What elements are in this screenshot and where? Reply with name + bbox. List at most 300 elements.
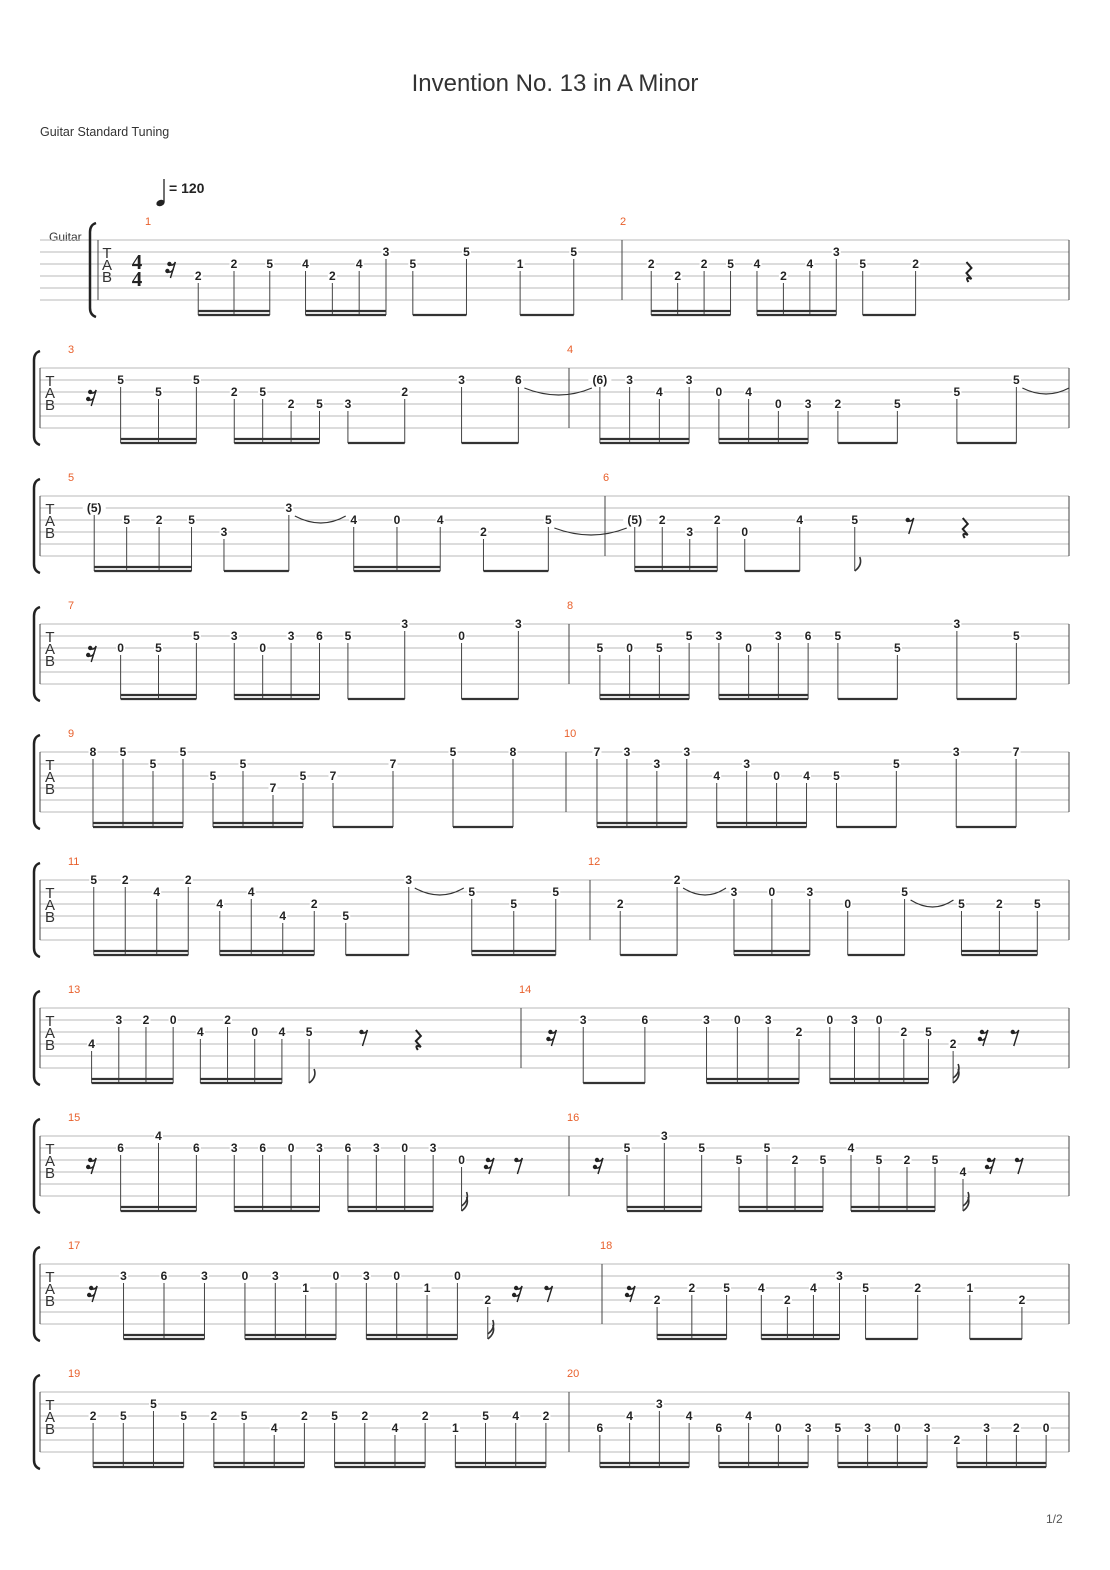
fret-number: 4 xyxy=(436,513,444,527)
fret-number: 5 xyxy=(834,1421,842,1435)
fret-number: 5 xyxy=(925,1025,932,1039)
fret-number: 4 xyxy=(745,1409,752,1423)
tab-clef-letter: B xyxy=(44,1421,56,1438)
tab-system xyxy=(34,1368,1069,1469)
measure-number: 8 xyxy=(567,600,574,612)
fret-number: 3 xyxy=(287,629,295,643)
fret-number: 5 xyxy=(953,385,961,399)
quarter-rest xyxy=(966,262,971,282)
fret-number: 6 xyxy=(596,1421,604,1435)
tab-system xyxy=(34,856,1069,957)
tab-clef-letter: B xyxy=(44,397,56,414)
tempo-value: = 120 xyxy=(169,180,205,196)
fret-number: 5 xyxy=(763,1141,771,1155)
fret-number: 4 xyxy=(216,897,224,911)
fret-number: 5 xyxy=(482,1409,489,1423)
tab-clef-letter: B xyxy=(44,1165,56,1182)
fret-number: 2 xyxy=(142,1013,150,1027)
fret-number: 2 xyxy=(700,257,708,271)
tab-clef-letter: T xyxy=(45,885,55,902)
fret-number: 5 xyxy=(180,1409,187,1423)
fret-number: 0 xyxy=(458,1153,465,1167)
fret-number: (5) xyxy=(86,501,102,515)
fret-number: 6 xyxy=(715,1421,723,1435)
measure-number: 9 xyxy=(68,728,75,740)
measure-number: 10 xyxy=(564,728,577,740)
fret-number: 5 xyxy=(819,1153,827,1167)
fret-number: 4 xyxy=(278,1025,286,1039)
fret-number: 5 xyxy=(188,513,195,527)
tab-clef-letter: B xyxy=(44,1293,56,1310)
fret-number: 6 xyxy=(160,1269,168,1283)
fret-number: 2 xyxy=(210,1409,218,1423)
time-signature-top: 4 xyxy=(131,250,143,274)
fret-number: 2 xyxy=(401,385,409,399)
fret-number: 5 xyxy=(859,257,867,271)
fret-number: 5 xyxy=(1033,897,1041,911)
fret-number: 3 xyxy=(804,397,812,411)
fret-number: 2 xyxy=(953,1433,961,1447)
fret-number: 4 xyxy=(153,885,161,899)
fret-number: 2 xyxy=(674,269,681,283)
fret-number: 5 xyxy=(851,513,859,527)
tab-clef-letter: B xyxy=(44,525,56,542)
fret-number: 5 xyxy=(570,245,578,259)
fret-number: 5 xyxy=(894,641,901,655)
fret-number: 2 xyxy=(903,1153,911,1167)
tab-system xyxy=(34,600,1069,701)
fret-number: 5 xyxy=(931,1153,939,1167)
fret-number: 5 xyxy=(179,745,187,759)
measure-number: 5 xyxy=(68,472,75,484)
fret-number: 3 xyxy=(201,1269,208,1283)
fret-number: 2 xyxy=(900,1025,908,1039)
fret-number: 5 xyxy=(149,757,157,771)
fret-number: 0 xyxy=(458,629,465,643)
fret-number: 5 xyxy=(117,373,124,387)
fret-number: 4 xyxy=(810,1281,817,1295)
fret-number: 8 xyxy=(509,745,517,759)
measure-number: 3 xyxy=(68,344,75,356)
measure-number: 20 xyxy=(567,1368,580,1380)
fret-number: 5 xyxy=(1013,629,1020,643)
fret-number: 3 xyxy=(660,1129,668,1143)
fret-number: 2 xyxy=(780,269,787,283)
tie-arc xyxy=(1022,388,1069,394)
fret-number: 5 xyxy=(266,257,274,271)
fret-number: 2 xyxy=(1018,1293,1026,1307)
fret-number: 5 xyxy=(958,897,965,911)
fret-number: 2 xyxy=(784,1293,791,1307)
fret-number: 3 xyxy=(579,1013,587,1027)
fret-number: 0 xyxy=(251,1025,259,1039)
measure-number: 1 xyxy=(145,216,152,228)
fret-number: 3 xyxy=(775,629,782,643)
fret-number: 3 xyxy=(832,245,840,259)
fret-number: 2 xyxy=(949,1037,957,1051)
fret-number: 3 xyxy=(804,1421,812,1435)
fret-number: 3 xyxy=(405,873,413,887)
fret-number: 6 xyxy=(515,373,522,387)
fret-number: 6 xyxy=(193,1141,200,1155)
fret-number: 4 xyxy=(270,1421,278,1435)
fret-number: 4 xyxy=(685,1409,693,1423)
fret-number: 2 xyxy=(658,513,666,527)
fret-number: 1 xyxy=(452,1421,459,1435)
fret-number: 7 xyxy=(269,781,277,795)
tab-clef-letter: A xyxy=(44,1153,56,1170)
fret-number: 0 xyxy=(715,385,723,399)
fret-number: 5 xyxy=(299,769,307,783)
system-bracket xyxy=(34,1375,40,1469)
measure-number: 16 xyxy=(567,1112,580,1124)
fret-number: 5 xyxy=(656,641,663,655)
fret-number: 2 xyxy=(121,873,129,887)
measure-number: 18 xyxy=(600,1240,613,1252)
song-title: Invention No. 13 in A Minor xyxy=(411,70,699,97)
fret-number: 0 xyxy=(287,1141,295,1155)
fret-number: 0 xyxy=(117,641,124,655)
fret-number: 4 xyxy=(197,1025,204,1039)
fret-number: (6) xyxy=(592,373,608,387)
system-bracket xyxy=(34,735,40,829)
tab-system xyxy=(34,472,1069,573)
fret-number: 0 xyxy=(894,1421,901,1435)
fret-number: 2 xyxy=(653,1293,661,1307)
fret-number: 5 xyxy=(901,885,908,899)
tab-clef-letter: A xyxy=(44,513,56,530)
fret-number: 1 xyxy=(302,1281,309,1295)
fret-number: 2 xyxy=(616,897,624,911)
fret-number: 7 xyxy=(593,745,601,759)
fret-number: 5 xyxy=(119,1409,127,1423)
fret-number: 4 xyxy=(753,257,761,271)
fret-number: 5 xyxy=(623,1141,631,1155)
fret-number: 5 xyxy=(344,629,352,643)
fret-number: 4 xyxy=(656,385,663,399)
fret-number: 5 xyxy=(193,373,200,387)
fret-number: 5 xyxy=(1013,373,1020,387)
fret-number: 5 xyxy=(119,745,127,759)
system-bracket xyxy=(34,1247,40,1341)
tab-clef-letter: A xyxy=(44,769,56,786)
fret-number: 1 xyxy=(423,1281,431,1295)
fret-number: 0 xyxy=(844,897,852,911)
fret-number: 3 xyxy=(429,1141,437,1155)
fret-number: 3 xyxy=(851,1013,858,1027)
system-bracket xyxy=(34,479,40,573)
fret-number: 3 xyxy=(730,885,738,899)
tab-clef-letter: T xyxy=(45,629,55,646)
tab-system xyxy=(34,1240,1069,1341)
fret-number: 5 xyxy=(727,257,734,271)
fret-number: 3 xyxy=(120,1269,127,1283)
fret-number: 1 xyxy=(966,1281,974,1295)
fret-number: 2 xyxy=(89,1409,97,1423)
fret-number: 0 xyxy=(775,397,782,411)
fret-number: 0 xyxy=(826,1013,834,1027)
fret-number: 5 xyxy=(735,1153,743,1167)
quarter-rest xyxy=(416,1030,421,1050)
fret-number: 5 xyxy=(894,397,901,411)
fret-number: 5 xyxy=(331,1409,338,1423)
fret-number: 2 xyxy=(155,513,163,527)
fret-number: 4 xyxy=(626,1409,633,1423)
page-indicator: 1/2 xyxy=(1046,1512,1063,1526)
system-bracket xyxy=(34,607,40,701)
fret-number: 3 xyxy=(382,245,390,259)
tab-clef-letter: T xyxy=(45,501,55,518)
fret-number: 3 xyxy=(372,1141,380,1155)
fret-number: 5 xyxy=(449,745,457,759)
fret-number: 3 xyxy=(458,373,465,387)
fret-number: 5 xyxy=(510,897,518,911)
measure-number: 13 xyxy=(68,984,81,996)
fret-number: 4 xyxy=(279,909,287,923)
fret-number: 3 xyxy=(515,617,522,631)
fret-number: 0 xyxy=(332,1269,340,1283)
fret-number: 0 xyxy=(259,641,267,655)
fret-number: 2 xyxy=(301,1409,308,1423)
fret-number: 2 xyxy=(361,1409,369,1423)
fret-number: 3 xyxy=(656,1397,663,1411)
fret-number: 7 xyxy=(389,757,397,771)
fret-number: 2 xyxy=(184,873,192,887)
fret-number: 4 xyxy=(247,885,255,899)
fret-number: 3 xyxy=(703,1013,710,1027)
fret-number: 4 xyxy=(803,769,810,783)
fret-number: 2 xyxy=(673,873,681,887)
note-flag xyxy=(855,557,861,571)
fret-number: 4 xyxy=(745,385,752,399)
tab-clef-letter: T xyxy=(45,757,55,774)
fret-number: 3 xyxy=(230,1141,238,1155)
measure-number: 4 xyxy=(567,344,574,356)
fret-number: 2 xyxy=(230,385,238,399)
fret-number: 5 xyxy=(123,513,130,527)
measure-number: 15 xyxy=(68,1112,81,1124)
fret-number: 2 xyxy=(421,1409,429,1423)
fret-number: (5) xyxy=(627,513,643,527)
fret-number: 5 xyxy=(193,629,200,643)
fret-number: 4 xyxy=(88,1037,95,1051)
fret-number: 3 xyxy=(316,1141,323,1155)
fret-number: 2 xyxy=(480,525,487,539)
tab-clef-letter: A xyxy=(44,385,56,402)
tab-clef-letter: T xyxy=(45,1141,55,1158)
fret-number: 3 xyxy=(683,745,691,759)
fret-number: 2 xyxy=(484,1293,492,1307)
fret-number: 0 xyxy=(393,1269,401,1283)
system-bracket xyxy=(34,991,40,1085)
tab-system xyxy=(34,984,1069,1085)
fret-number: 0 xyxy=(773,769,780,783)
fret-number: 3 xyxy=(806,885,814,899)
fret-number: 1 xyxy=(516,257,524,271)
fret-number: 4 xyxy=(847,1141,855,1155)
fret-number: 5 xyxy=(893,757,900,771)
fret-number: 7 xyxy=(329,769,337,783)
fret-number: 5 xyxy=(155,641,162,655)
measure-number: 17 xyxy=(68,1240,81,1252)
tab-clef-letter: A xyxy=(44,641,56,658)
fret-number: 3 xyxy=(271,1269,279,1283)
fret-number: 4 xyxy=(355,257,363,271)
fret-number: 3 xyxy=(685,373,693,387)
fret-number: 2 xyxy=(914,1281,922,1295)
fret-number: 2 xyxy=(224,1013,231,1027)
fret-number: 5 xyxy=(723,1281,730,1295)
fret-number: 3 xyxy=(220,525,228,539)
tab-clef-letter: B xyxy=(44,781,56,798)
fret-number: 4 xyxy=(391,1421,399,1435)
fret-number: 2 xyxy=(287,397,295,411)
measure-number: 7 xyxy=(68,600,75,612)
fret-number: 3 xyxy=(363,1269,370,1283)
measure-number: 12 xyxy=(588,856,601,868)
fret-number: 3 xyxy=(626,373,633,387)
tab-clef-letter: T xyxy=(45,1269,55,1286)
fret-number: 4 xyxy=(806,257,814,271)
tab-clef-letter: A xyxy=(101,257,113,274)
fret-number: 0 xyxy=(626,641,633,655)
fret-number: 2 xyxy=(230,257,238,271)
fret-number: 5 xyxy=(209,769,217,783)
fret-number: 6 xyxy=(259,1141,267,1155)
measure-number: 11 xyxy=(68,856,80,868)
fret-number: 2 xyxy=(1013,1421,1020,1435)
measure-number: 6 xyxy=(603,472,610,484)
fret-number: 3 xyxy=(953,617,961,631)
tab-clef-letter: A xyxy=(44,1409,56,1426)
fret-number: 5 xyxy=(90,873,98,887)
fret-number: 5 xyxy=(468,885,476,899)
tab-system xyxy=(40,216,1069,317)
fret-number: 5 xyxy=(305,1025,313,1039)
fret-number: 2 xyxy=(912,257,919,271)
system-bracket xyxy=(34,351,40,445)
fret-number: 5 xyxy=(155,385,162,399)
fret-number: 5 xyxy=(833,769,840,783)
fret-number: 3 xyxy=(764,1013,772,1027)
fret-number: 6 xyxy=(316,629,323,643)
fret-number: 3 xyxy=(952,745,960,759)
tab-clef-letter: A xyxy=(44,1025,56,1042)
fret-number: 4 xyxy=(302,257,309,271)
fret-number: 3 xyxy=(836,1269,843,1283)
fret-number: 0 xyxy=(745,641,752,655)
fret-number: 5 xyxy=(545,513,552,527)
fret-number: 4 xyxy=(155,1129,162,1143)
fret-number: 5 xyxy=(316,397,323,411)
system-bracket xyxy=(34,863,40,957)
fret-number: 0 xyxy=(241,1269,249,1283)
measure-number: 14 xyxy=(519,984,532,996)
tab-clef-letter: A xyxy=(44,1281,56,1298)
fret-number: 0 xyxy=(768,885,776,899)
fret-number: 6 xyxy=(117,1141,124,1155)
tab-clef-letter: B xyxy=(101,269,113,286)
fret-number: 7 xyxy=(1012,745,1020,759)
fret-number: 4 xyxy=(713,769,721,783)
fret-number: 3 xyxy=(653,757,661,771)
fret-number: 2 xyxy=(329,269,336,283)
fret-number: 5 xyxy=(685,629,693,643)
fret-number: 0 xyxy=(734,1013,741,1027)
fret-number: 3 xyxy=(743,757,750,771)
time-signature-bottom: 4 xyxy=(131,267,143,291)
fret-number: 2 xyxy=(194,269,202,283)
fret-number: 2 xyxy=(688,1281,696,1295)
tab-system xyxy=(34,1112,1069,1213)
fret-number: 4 xyxy=(757,1281,765,1295)
fret-number: 5 xyxy=(463,245,470,259)
fret-number: 3 xyxy=(344,397,352,411)
fret-number: 2 xyxy=(310,897,318,911)
fret-number: 3 xyxy=(285,501,293,515)
fret-number: 5 xyxy=(259,385,267,399)
fret-number: 3 xyxy=(686,525,694,539)
fret-number: 4 xyxy=(796,513,804,527)
fret-number: 3 xyxy=(230,629,238,643)
fret-number: 0 xyxy=(393,513,401,527)
tab-clef-letter: B xyxy=(44,909,56,926)
tuning-label: Guitar Standard Tuning xyxy=(40,125,170,139)
tab-clef-letter: T xyxy=(45,373,55,390)
measure-number: 19 xyxy=(68,1368,81,1380)
fret-number: 0 xyxy=(1042,1421,1050,1435)
tab-clef-letter: T xyxy=(45,1397,55,1414)
tab-clef-letter: A xyxy=(44,897,56,914)
fret-number: 5 xyxy=(240,1409,248,1423)
system-bracket xyxy=(34,1119,40,1213)
fret-number: 5 xyxy=(552,885,560,899)
fret-number: 5 xyxy=(150,1397,157,1411)
fret-number: 3 xyxy=(115,1013,123,1027)
fret-number: 0 xyxy=(401,1141,409,1155)
fret-number: 3 xyxy=(715,629,723,643)
fret-number: 3 xyxy=(864,1421,871,1435)
instrument-label: Guitar xyxy=(49,230,82,244)
fret-number: 6 xyxy=(804,629,812,643)
fret-number: 2 xyxy=(996,897,1003,911)
fret-number: 2 xyxy=(795,1025,803,1039)
fret-number: 4 xyxy=(350,513,358,527)
fret-number: 0 xyxy=(454,1269,461,1283)
fret-number: 5 xyxy=(342,909,350,923)
tab-clef-letter: T xyxy=(45,1013,55,1030)
fret-number: 0 xyxy=(741,525,749,539)
fret-number: 0 xyxy=(775,1421,782,1435)
fret-number: 0 xyxy=(169,1013,177,1027)
fret-number: 2 xyxy=(713,513,721,527)
tab-system xyxy=(34,728,1069,829)
fret-number: 5 xyxy=(596,641,604,655)
fret-number: 5 xyxy=(862,1281,869,1295)
tab-system xyxy=(34,344,1069,445)
fret-number: 5 xyxy=(409,257,417,271)
fret-number: 3 xyxy=(623,745,631,759)
fret-number: 0 xyxy=(875,1013,883,1027)
fret-number: 5 xyxy=(875,1153,883,1167)
tab-clef-letter: B xyxy=(44,1037,56,1054)
tab-clef-letter: T xyxy=(102,245,112,262)
fret-number: 5 xyxy=(834,629,842,643)
fret-number: 2 xyxy=(647,257,655,271)
fret-number: 4 xyxy=(959,1165,967,1179)
fret-number: 3 xyxy=(401,617,409,631)
fret-number: 2 xyxy=(834,397,842,411)
